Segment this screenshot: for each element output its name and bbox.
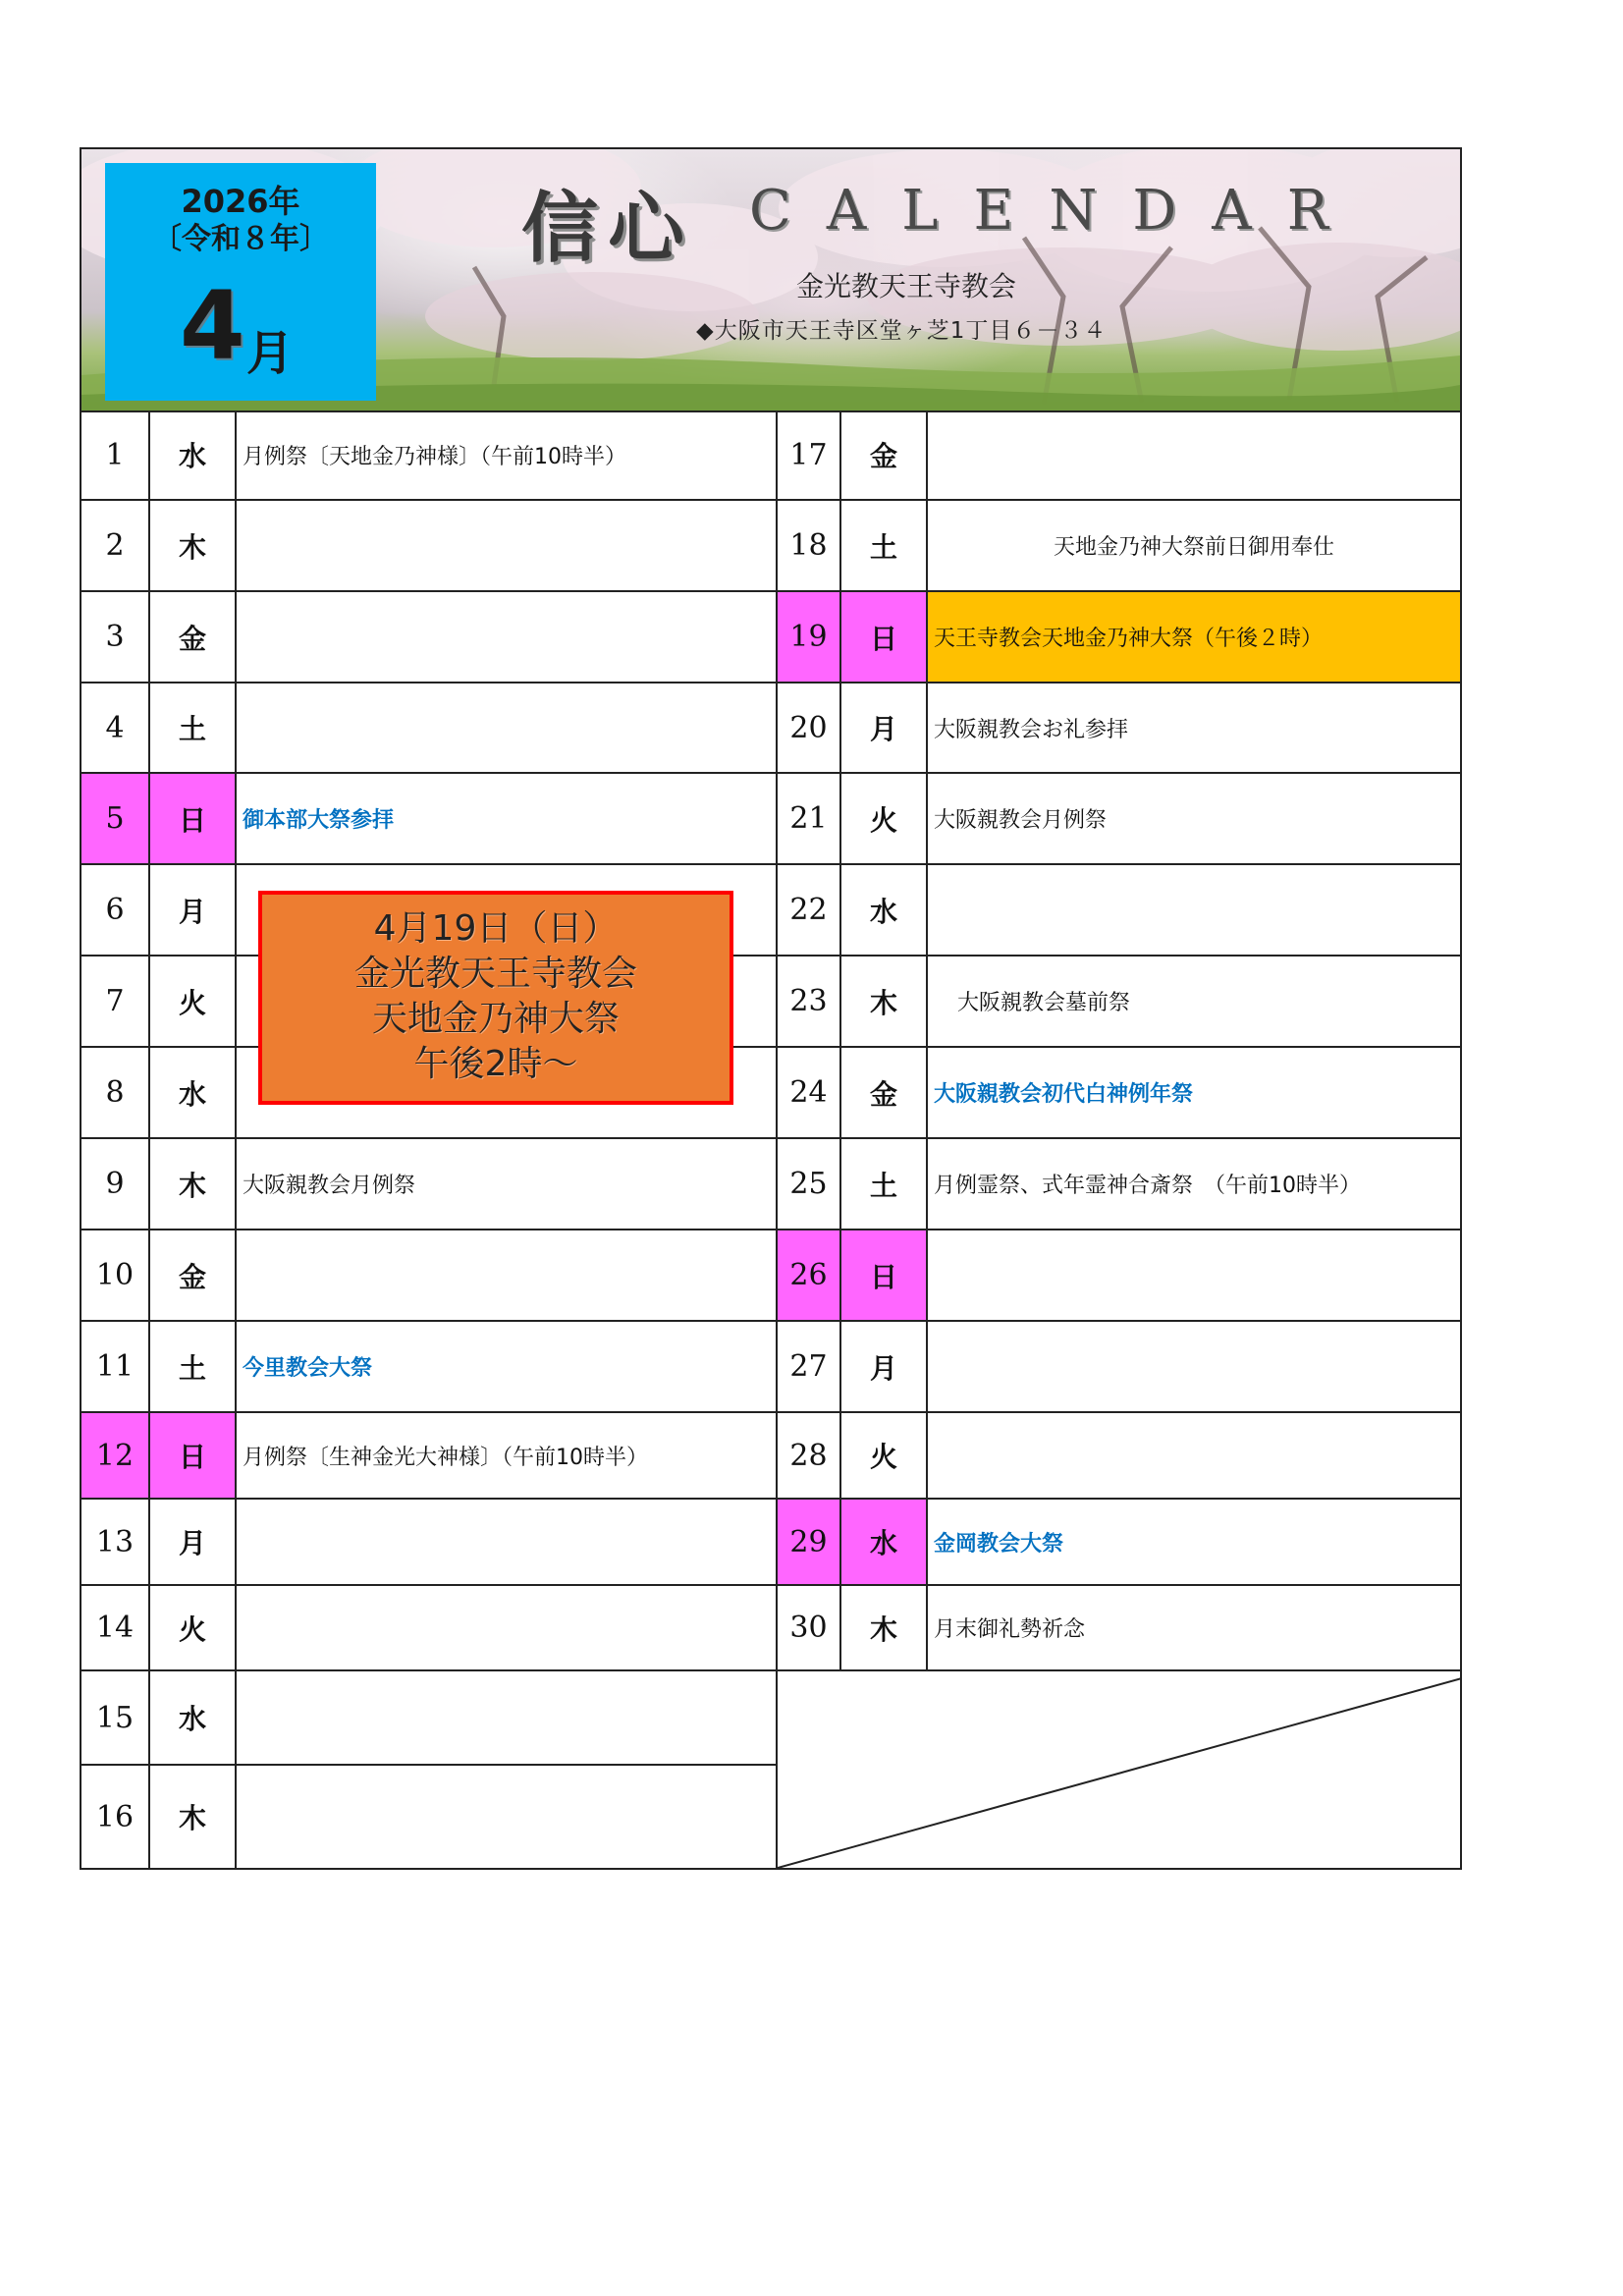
day-number: 23 — [778, 957, 841, 1048]
day-of-week: 水 — [150, 1671, 237, 1766]
day-event: 月例霊祭、式年霊神合斎祭 （午前10時半） — [928, 1139, 1460, 1230]
day-number: 16 — [81, 1766, 150, 1870]
day-number: 26 — [778, 1230, 841, 1322]
callout-line: 午後2時～ — [413, 1044, 578, 1084]
day-of-week: 金 — [150, 1230, 237, 1322]
day-event — [237, 1500, 778, 1586]
month-suffix: 月 — [246, 326, 295, 381]
day-of-week: 土 — [841, 1139, 928, 1230]
day-event — [237, 592, 778, 683]
day-of-week: 金 — [841, 410, 928, 501]
day-of-week: 木 — [150, 1139, 237, 1230]
day-event — [928, 1322, 1460, 1413]
day-number: 5 — [81, 774, 150, 865]
day-of-week: 木 — [841, 957, 928, 1048]
day-number: 24 — [778, 1048, 841, 1139]
day-event — [237, 1766, 778, 1870]
day-of-week: 水 — [841, 865, 928, 957]
day-of-week: 土 — [150, 1322, 237, 1413]
day-event — [237, 1230, 778, 1322]
day-event: 金岡教会大祭 — [928, 1500, 1460, 1586]
callout-line: 金光教天王寺教会 — [353, 954, 637, 994]
day-of-week: 土 — [841, 501, 928, 592]
day-number: 29 — [778, 1500, 841, 1586]
day-of-week: 日 — [841, 1230, 928, 1322]
calendar-title-kanji: 信心 — [521, 184, 695, 273]
day-number: 10 — [81, 1230, 150, 1322]
day-number: 6 — [81, 865, 150, 957]
day-of-week: 水 — [150, 410, 237, 501]
day-event — [237, 1586, 778, 1671]
day-event: 月例祭〔生神金光大神様〕（午前10時半） — [237, 1413, 778, 1500]
day-event — [237, 683, 778, 774]
day-event: 大阪親教会初代白神例年祭 — [928, 1048, 1460, 1139]
day-number: 17 — [778, 410, 841, 501]
day-number: 14 — [81, 1586, 150, 1671]
month-number: 4 — [180, 271, 245, 381]
day-number: 25 — [778, 1139, 841, 1230]
day-event: 月末御礼勢祈念 — [928, 1586, 1460, 1671]
day-of-week: 日 — [150, 774, 237, 865]
day-of-week: 金 — [150, 592, 237, 683]
day-event: 天地金乃神大祭前日御用奉仕 — [928, 501, 1460, 592]
day-event: 大阪親教会墓前祭 — [928, 957, 1460, 1048]
day-number: 15 — [81, 1671, 150, 1766]
day-number: 3 — [81, 592, 150, 683]
day-number: 12 — [81, 1413, 150, 1500]
calendar-title-latin: CALENDAR — [749, 179, 1364, 243]
day-number: 18 — [778, 501, 841, 592]
day-of-week: 月 — [150, 865, 237, 957]
day-event — [928, 1413, 1460, 1500]
callout-line: 4月19日（日） — [373, 908, 619, 949]
day-event: 大阪親教会月例祭 — [928, 774, 1460, 865]
day-of-week: 木 — [150, 501, 237, 592]
church-name: 金光教天王寺教会 — [795, 270, 1016, 302]
day-number: 7 — [81, 957, 150, 1048]
era-label: 〔令和８年〕 — [152, 222, 329, 256]
church-address: ◆大阪市天王寺区堂ヶ芝1丁目６－３４ — [696, 318, 1108, 344]
day-of-week: 木 — [150, 1766, 237, 1870]
day-number: 21 — [778, 774, 841, 865]
callout-line: 天地金乃神大祭 — [371, 999, 620, 1039]
day-of-week: 土 — [150, 683, 237, 774]
day-number: 13 — [81, 1500, 150, 1586]
day-of-week: 火 — [841, 774, 928, 865]
calendar-sheet — [80, 147, 1462, 1870]
day-of-week: 金 — [841, 1048, 928, 1139]
day-number: 2 — [81, 501, 150, 592]
day-event — [237, 501, 778, 592]
day-of-week: 水 — [150, 1048, 237, 1139]
year-label: 2026年 — [181, 183, 300, 220]
day-of-week: 月 — [841, 1322, 928, 1413]
day-event — [928, 1230, 1460, 1322]
calendar-header — [81, 149, 1460, 412]
day-number: 19 — [778, 592, 841, 683]
day-number: 28 — [778, 1413, 841, 1500]
day-event: 御本部大祭参拝 — [237, 774, 778, 865]
day-number: 1 — [81, 410, 150, 501]
day-of-week: 火 — [841, 1413, 928, 1500]
main-festival-callout — [258, 891, 733, 1105]
day-event: 大阪親教会お礼参拝 — [928, 683, 1460, 774]
month-badge — [105, 163, 376, 401]
day-number: 27 — [778, 1322, 841, 1413]
day-event — [237, 1671, 778, 1766]
day-of-week: 月 — [841, 683, 928, 774]
day-of-week: 日 — [150, 1413, 237, 1500]
day-event: 月例祭〔天地金乃神様〕（午前10時半） — [237, 410, 778, 501]
day-number: 20 — [778, 683, 841, 774]
day-of-week: 火 — [150, 957, 237, 1048]
day-of-week: 木 — [841, 1586, 928, 1671]
day-number: 11 — [81, 1322, 150, 1413]
day-event — [928, 410, 1460, 501]
day-of-week: 火 — [150, 1586, 237, 1671]
day-number: 4 — [81, 683, 150, 774]
day-number: 9 — [81, 1139, 150, 1230]
day-event: 天王寺教会天地金乃神大祭（午後２時） — [928, 592, 1460, 683]
day-event — [928, 865, 1460, 957]
day-of-week: 月 — [150, 1500, 237, 1586]
day-of-week: 水 — [841, 1500, 928, 1586]
day-event: 今里教会大祭 — [237, 1322, 778, 1413]
day-number: 30 — [778, 1586, 841, 1671]
day-number: 22 — [778, 865, 841, 957]
day-event: 大阪親教会月例祭 — [237, 1139, 778, 1230]
day-of-week: 日 — [841, 592, 928, 683]
day-number: 8 — [81, 1048, 150, 1139]
empty-cell-diagonal — [778, 1677, 1462, 1870]
